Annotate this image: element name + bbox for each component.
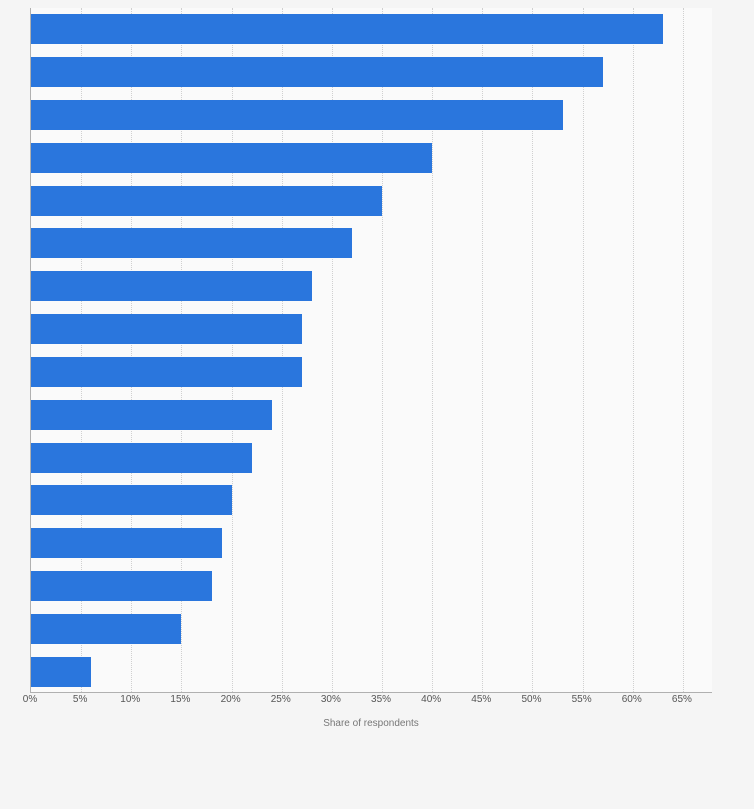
- plot-area: [30, 8, 712, 693]
- x-axis-tick-label: 25%: [270, 694, 291, 705]
- x-axis-tick-label: 10%: [120, 694, 141, 705]
- bar-row: [31, 100, 713, 130]
- bar[interactable]: [31, 57, 603, 87]
- bar[interactable]: [31, 143, 432, 173]
- bar-row: [31, 443, 713, 473]
- x-axis-tick-label: 35%: [371, 694, 392, 705]
- x-axis-tick-label: 40%: [421, 694, 442, 705]
- bar-row: [31, 571, 713, 601]
- x-axis-tick-label: 20%: [220, 694, 241, 705]
- bar[interactable]: [31, 443, 252, 473]
- x-axis-tick-label: 60%: [621, 694, 642, 705]
- bar-row: [31, 228, 713, 258]
- x-axis-tick-label: 30%: [320, 694, 341, 705]
- bar-row: [31, 271, 713, 301]
- bar[interactable]: [31, 228, 352, 258]
- bar-row: [31, 400, 713, 430]
- x-axis-tick-label: 55%: [571, 694, 592, 705]
- bar[interactable]: [31, 614, 181, 644]
- bar-row: [31, 485, 713, 515]
- bar[interactable]: [31, 14, 663, 44]
- bar[interactable]: [31, 357, 302, 387]
- x-axis-title: Share of respondents: [323, 718, 419, 729]
- bar-row: [31, 186, 713, 216]
- bar[interactable]: [31, 528, 222, 558]
- bar-row: [31, 357, 713, 387]
- bar[interactable]: [31, 657, 91, 687]
- x-axis-tick-label: 50%: [521, 694, 542, 705]
- bar-row: [31, 14, 713, 44]
- bar-series: [31, 8, 712, 692]
- bar-row: [31, 657, 713, 687]
- x-axis-ticks: [22, 694, 712, 714]
- x-axis-tick-label: 65%: [671, 694, 692, 705]
- bar[interactable]: [31, 314, 302, 344]
- bar-row: [31, 57, 713, 87]
- x-axis-tick-label: 45%: [471, 694, 492, 705]
- bar[interactable]: [31, 485, 232, 515]
- bar[interactable]: [31, 271, 312, 301]
- bar[interactable]: [31, 571, 212, 601]
- bar[interactable]: [31, 400, 272, 430]
- x-axis-tick-label: 0%: [22, 694, 38, 705]
- bar-row: [31, 614, 713, 644]
- x-axis-tick-label: 5%: [72, 694, 88, 705]
- bar-row: [31, 314, 713, 344]
- bar-row: [31, 528, 713, 558]
- bar-row: [31, 143, 713, 173]
- bar[interactable]: [31, 100, 563, 130]
- bar[interactable]: [31, 186, 382, 216]
- x-axis-tick-label: 15%: [170, 694, 191, 705]
